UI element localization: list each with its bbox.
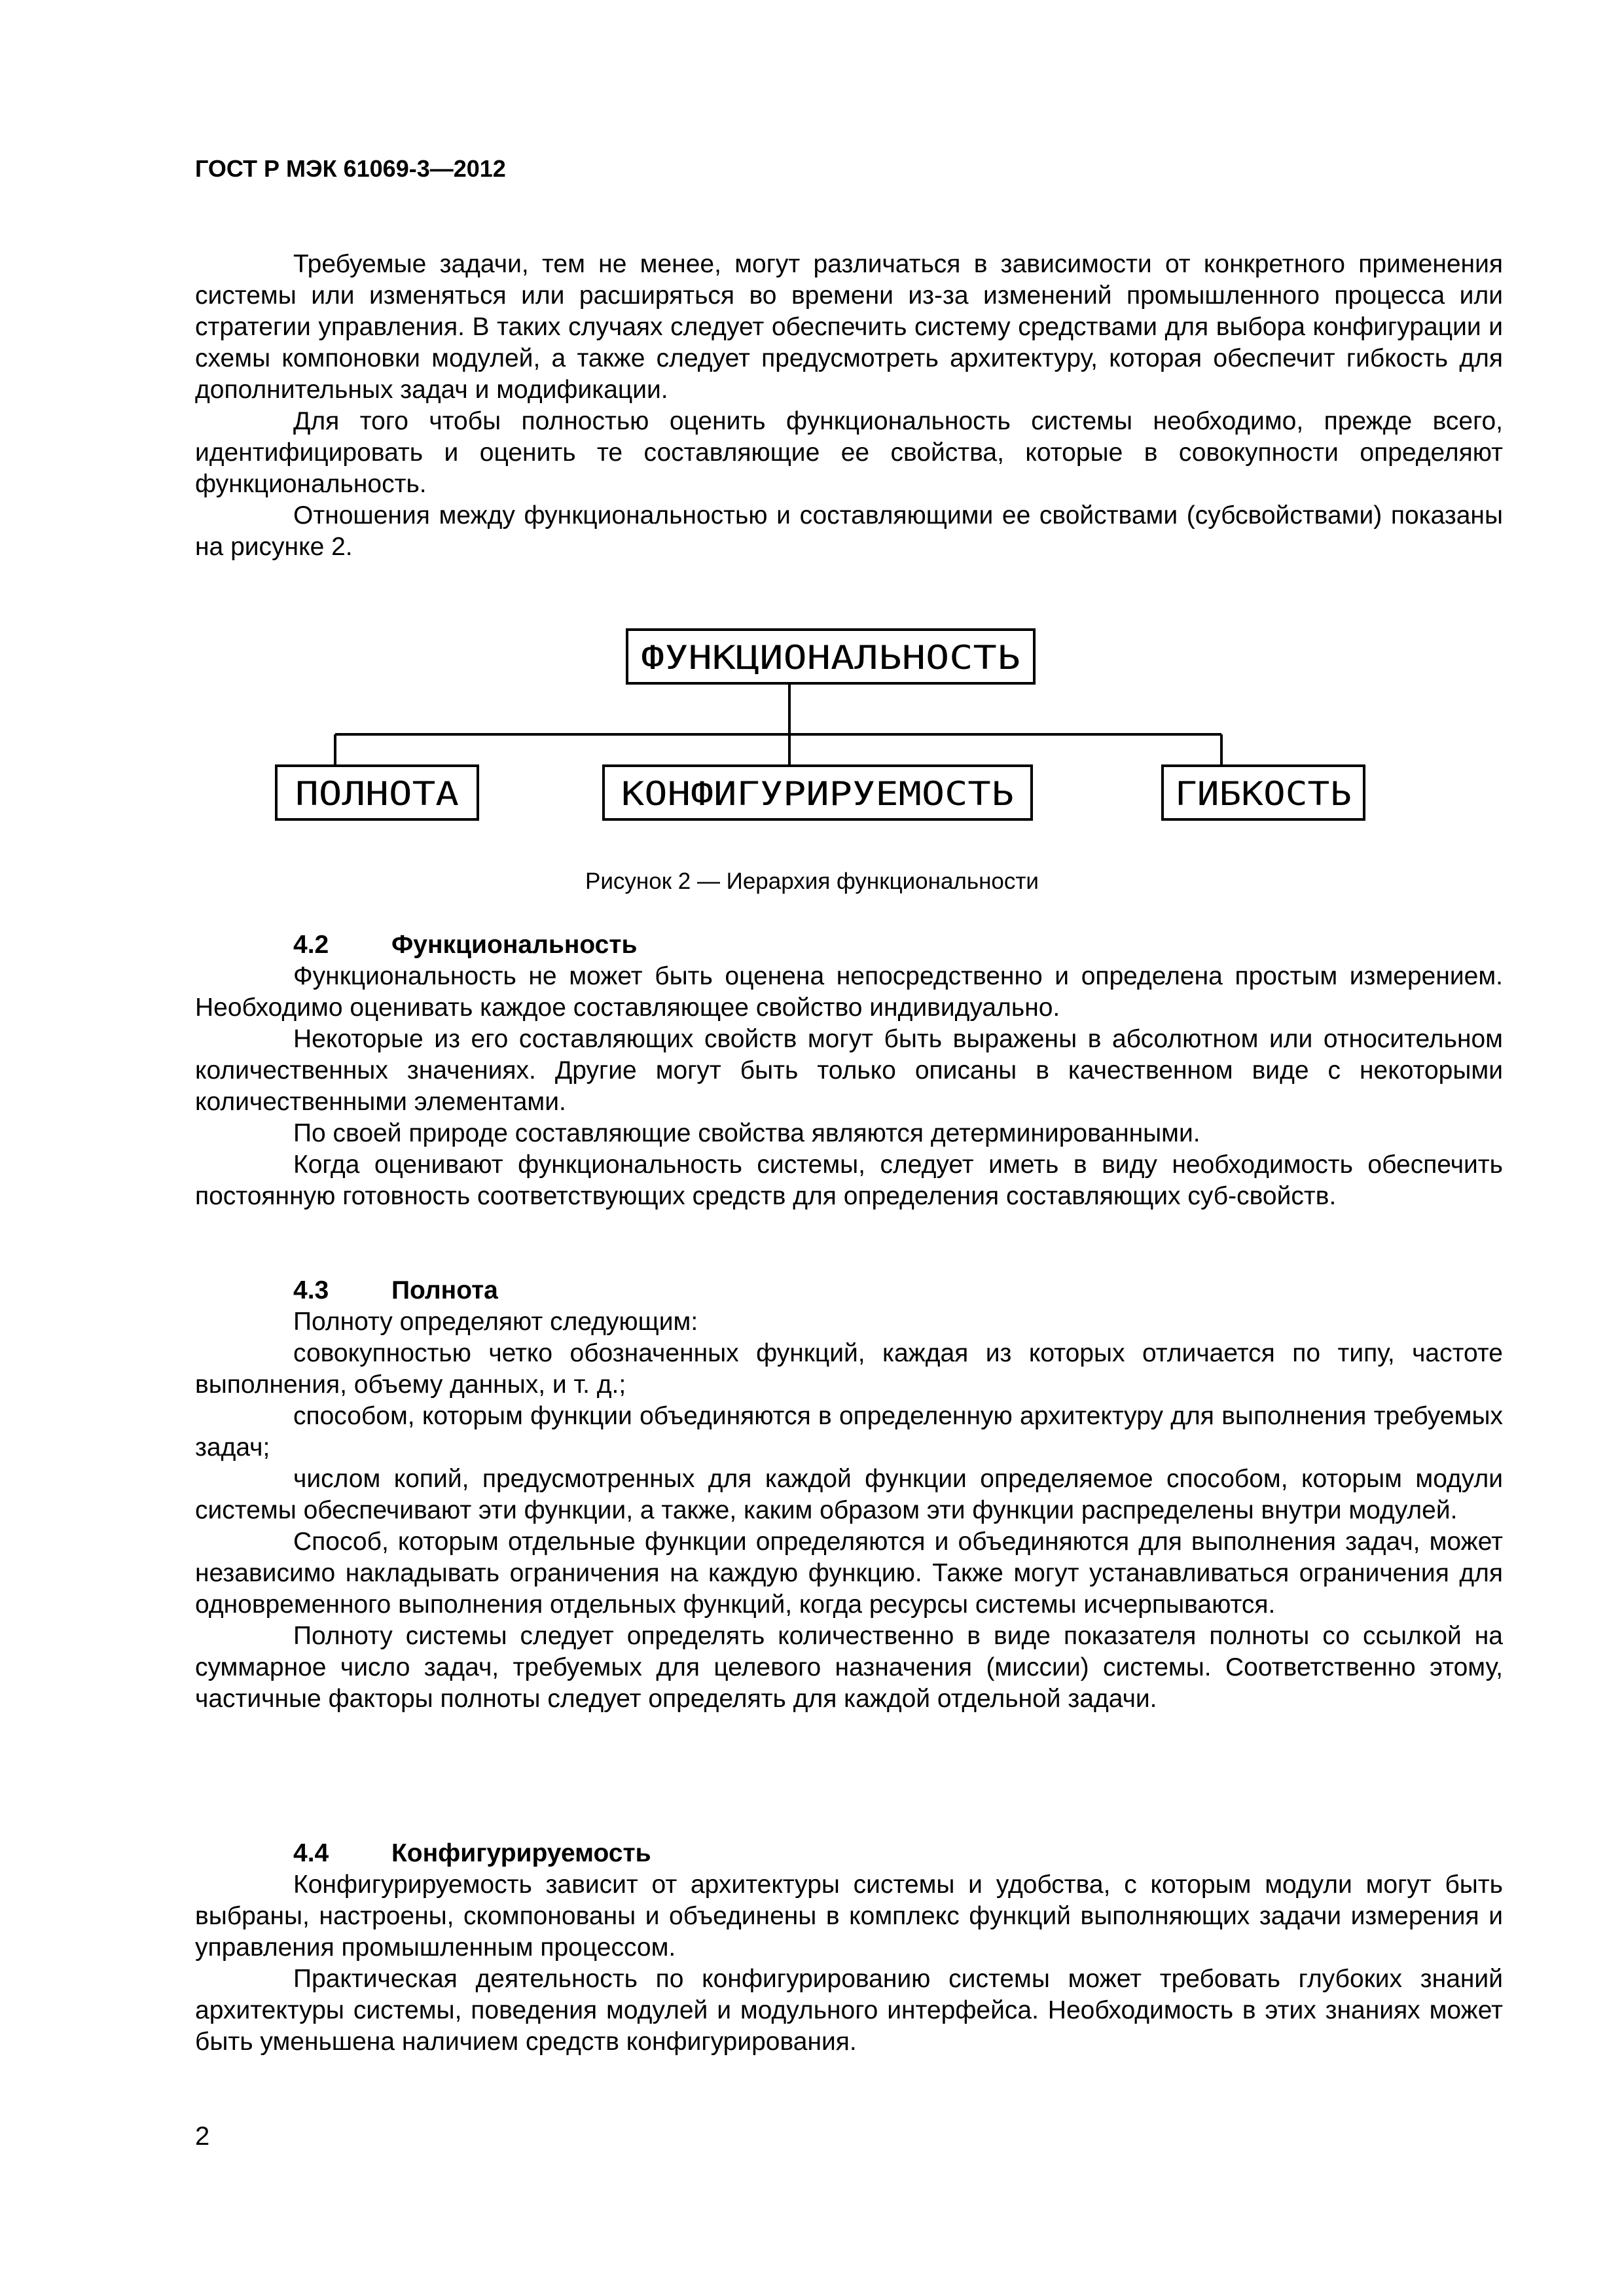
- section-title: Конфигурируемость: [391, 1839, 651, 1867]
- paragraph: Способ, которым отдельные функции определяются и объединяются для выполнения задач, может независимо накладывать ограничения на каждую функцию. Также могут устанавливаться ограничения для одновременного выполнения отдельных функций, когда ресурсы системы исчерпываются.: [195, 1528, 1503, 1619]
- document-header: ГОСТ Р МЭК 61069-3—2012: [195, 155, 506, 182]
- child-label-flexibility: ГИБКОСТЬ: [1175, 775, 1352, 813]
- paragraph: Для того чтобы полностью оценить функциональность системы необходимо, прежде всего, идентифицировать и оценить те составляющие ее свойства, которые в совокупности определяют функциональность.: [195, 407, 1503, 498]
- section-number: 4.3: [293, 1276, 329, 1304]
- section-title: Функциональность: [391, 931, 638, 959]
- paragraph: Отношения между функциональностью и составляющими ее свойствами (субсвойствами) показаны на рисунке 2.: [195, 501, 1503, 561]
- paragraph: Полноту определяют следующим:: [293, 1308, 698, 1336]
- section-4-2: [195, 929, 1503, 1212]
- paragraph: По своей природе составляющие свойства являются детерминированными.: [293, 1119, 1200, 1147]
- paragraph: Некоторые из его составляющих свойств могут быть выражены в абсолютном или относительном количественных значениях. Другие могут быть только описаны в качественном виде с некоторыми количественными элементами.: [195, 1025, 1503, 1116]
- paragraph: совокупностью четко обозначенных функций, каждая из которых отличается по типу, частоте выполнения, объему данных, и т. д.;: [195, 1339, 1503, 1399]
- section-number: 4.2: [293, 931, 329, 959]
- paragraph: Конфигурируемость зависит от архитектуры системы и удобства, с которым модули могут быть выбраны, настроены, скомпонованы и объединены в комплекс функций выполняющих задачи измерения и управления промышленным процессом.: [195, 1871, 1503, 1962]
- root-label: ФУНКЦИОНАЛЬНОСТЬ: [641, 639, 1020, 677]
- paragraph: способом, которым функции объединяются в определенную архитектуру для выполнения требуемых задач;: [195, 1402, 1503, 1462]
- section-heading: [195, 1275, 1503, 1306]
- paragraph: Функциональность не может быть оценена непосредственно и определена простым измерением. Необходимо оценивать каждое составляющее свойство индивидуально.: [195, 962, 1503, 1022]
- figure-caption: Рисунок 2 — Иерархия функциональности: [585, 869, 1039, 894]
- section-4-4: [195, 1838, 1503, 2058]
- section-title: Полнота: [391, 1276, 498, 1304]
- paragraph: числом копий, предусмотренных для каждой функции определяемое способом, которым модули системы обеспечивают эти функции, а также, каким образом эти функции распределены внутри модулей.: [195, 1465, 1503, 1524]
- paragraph: Полноту системы следует определять количественно в виде показателя полноты со ссылкой на суммарное число задач, требуемых для целевого назначения (миссии) системы. Соответственно этому, частичные факторы полноты следует определять для каждой отдельной задачи.: [195, 1622, 1503, 1713]
- page-number: 2: [195, 2122, 210, 2151]
- paragraph: Когда оценивают функциональность системы, следует иметь в виду необходимость обеспечить постоянную готовность соответствующих средств для определения составляющих суб-свойств.: [195, 1151, 1503, 1210]
- section-4-3: [195, 1275, 1503, 1715]
- section-heading: [195, 1838, 1503, 1869]
- section-number: 4.4: [293, 1839, 329, 1867]
- child-label-configurability: КОНФИГУРИРУЕМОСТЬ: [621, 775, 1014, 813]
- paragraph: Требуемые задачи, тем не менее, могут различаться в зависимости от конкретного применения системы или изменяться или расширяться во времени из-за изменений промышленного процесса или стратегии управления. В таких случаях следует обеспечить систему средствами для выбора конфигурации и схемы компоновки модулей, а также следует предусмотреть архитектуру, которая обеспечит гибкость для дополнительных задач и модификации.: [195, 250, 1503, 404]
- section-heading: [195, 929, 1503, 961]
- child-label-completeness: ПОЛНОТА: [295, 775, 459, 813]
- paragraph: Практическая деятельность по конфигурированию системы может требовать глубоких знаний архитектуры системы, поведения модулей и модульного интерфейса. Необходимость в этих знаниях может быть уменьшена наличием средств конфигурирования.: [195, 1965, 1503, 2056]
